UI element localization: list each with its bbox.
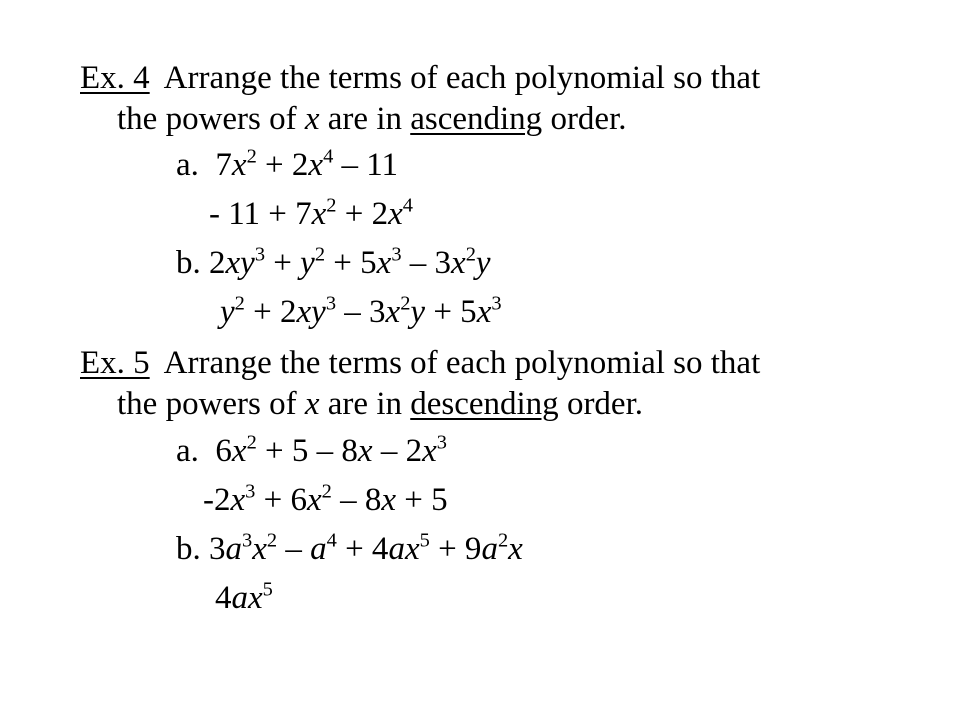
- ex4-part-a-answer: - $11 + 7x^2 + 2x^4$: [209, 194, 414, 232]
- ex5-part-b: b. $3a^3x^2 - a^4 + 4ax^5 + 9a^2x$: [176, 529, 523, 567]
- ex4-heading-line2: the powers of x are in ascending order.: [117, 101, 627, 137]
- ex4-part-b-answer: $y^2 + 2xy^3 - 3x^2y + 5x^3$: [220, 292, 502, 330]
- ex4-part-a: a. $7x^2 + 2x^4 - 11$: [176, 145, 399, 183]
- ex5-part-b-answer: $4ax^5$: [215, 578, 273, 616]
- ex5-part-a: a. $6x^2 + 5 - 8x - 2x^3$: [176, 431, 447, 469]
- ex5-heading-line1: [80, 345, 760, 381]
- ex5-part-a-answer: $-2x^3 + 6x^2 - 8x + 5$: [203, 480, 448, 518]
- ex5-instruction: Arrange the terms of each polynomial so that: [163, 345, 761, 381]
- ex4-instruction: Arrange the terms of each polynomial so that: [163, 60, 761, 96]
- ex4-label: Ex. 4: [80, 60, 150, 96]
- ex4-order-word: ascending: [410, 101, 543, 137]
- ex5-heading-line2: the powers of x are in descending order.: [117, 386, 643, 422]
- ex5-label: Ex. 5: [80, 345, 150, 381]
- ex5-order-word: descending: [410, 386, 559, 422]
- ex4-part-b: b. $2xy^3 + y^2 + 5x^3 - 3x^2y$: [176, 243, 491, 281]
- ex4-heading-line1: [80, 60, 760, 96]
